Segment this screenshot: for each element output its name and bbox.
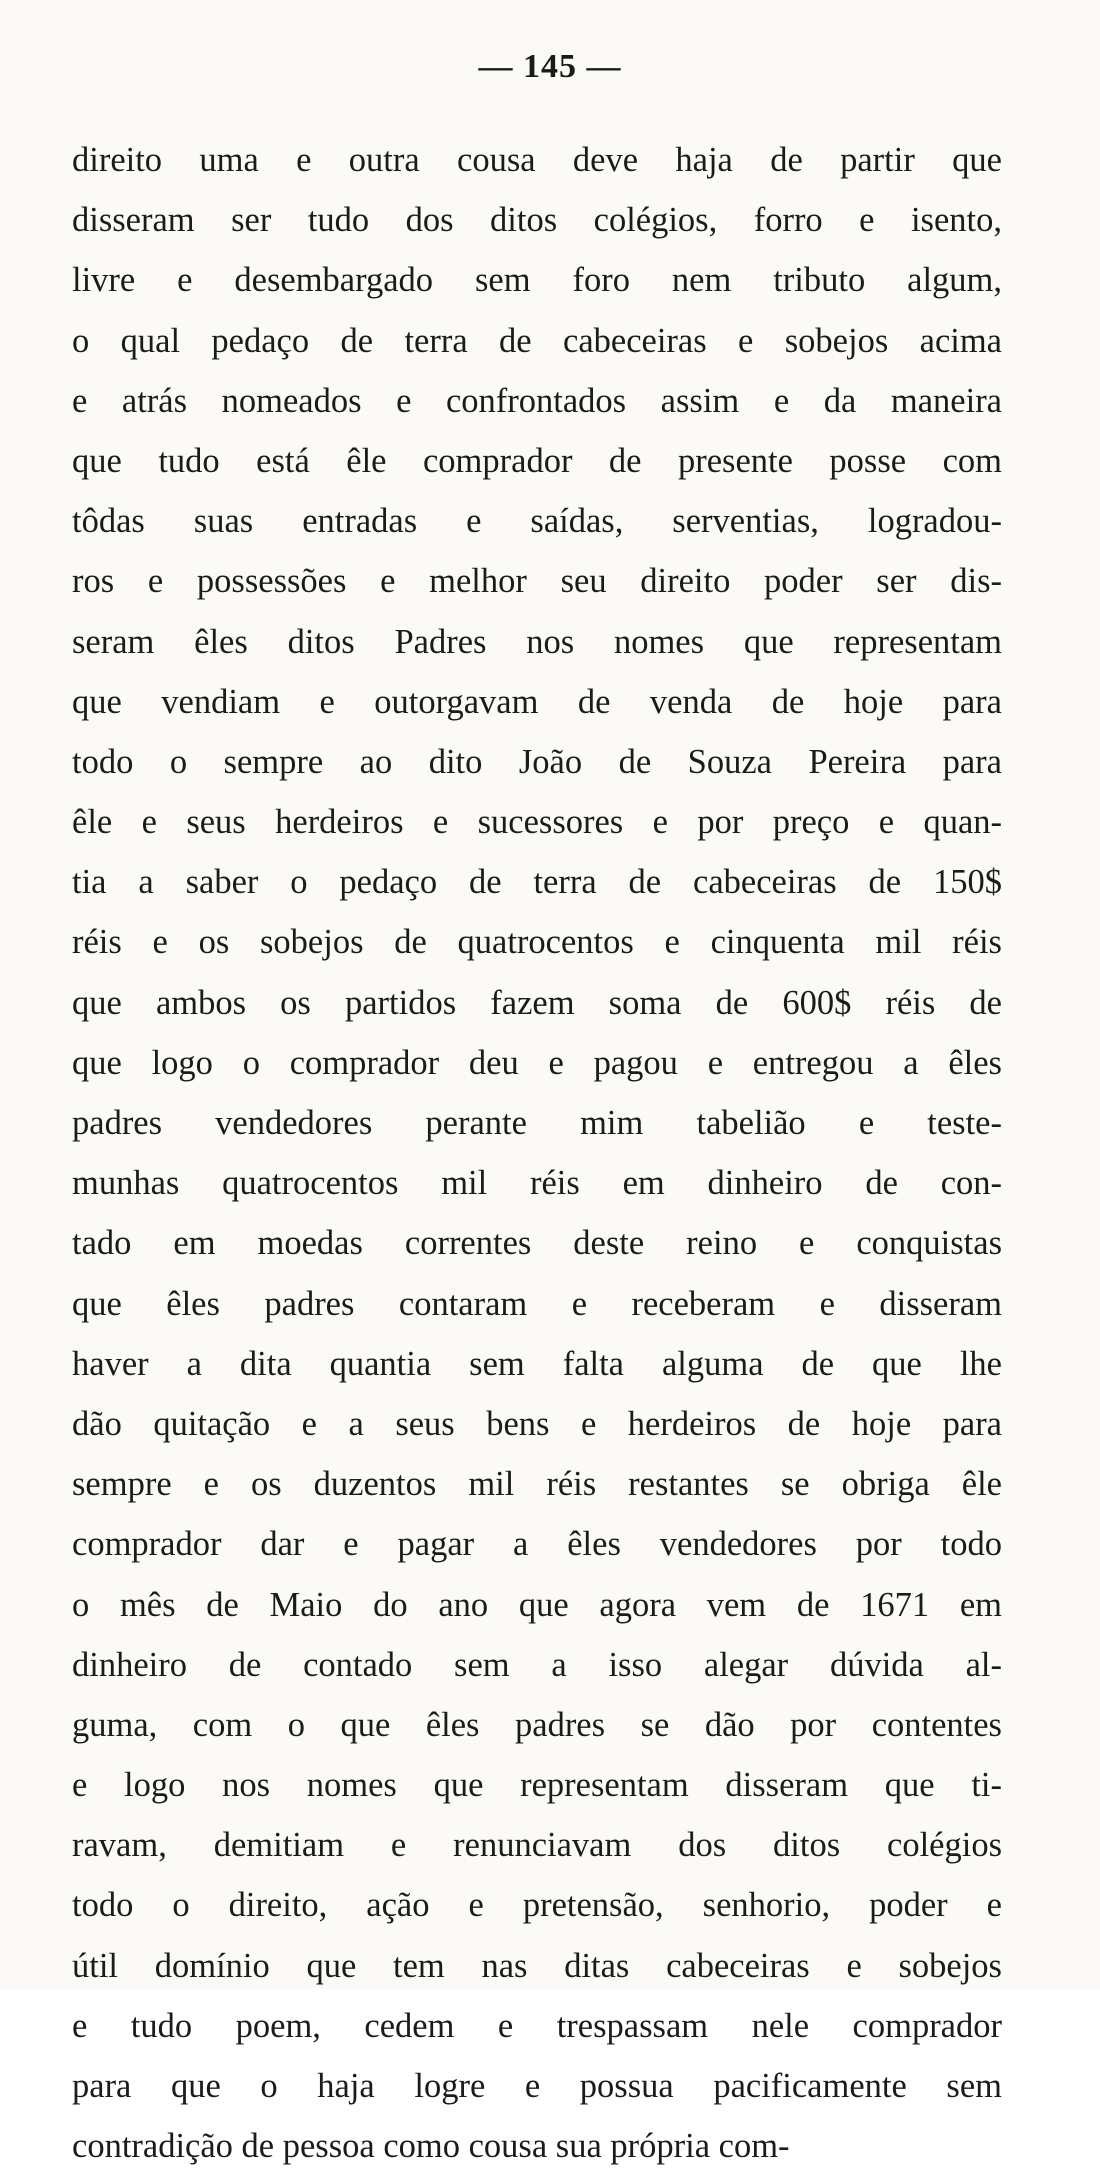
text-line: e tudo poem, cedem e trespassam nele comprador [72,2006,1002,2045]
text-line: comprador dar e pagar a êles vendedores por todo [72,1525,1002,1564]
text-line: réis e os sobejos de quatrocentos e cinquenta mil réis [72,923,1002,962]
text-line: que ambos os partidos fazem soma de 600$ réis de [72,983,1002,1022]
text-line: e atrás nomeados e confrontados assim e da maneira [72,381,1002,420]
text-line: tia a saber o pedaço de terra de cabeceiras de 150$ [72,863,1002,902]
text-line: haver a dita quantia sem falta alguma de que lhe [72,1344,1002,1383]
body-text [72,130,1002,2176]
page-number: — 145 — [478,48,622,85]
text-line: ros e possessões e melhor seu direito poder ser dis- [72,562,1002,601]
text-line: ravam, demitiam e renunciavam dos ditos colégios [72,1826,1002,1865]
text-line: contradição de pessoa como cousa sua própria com- [72,2127,790,2166]
text-line: que êles padres contaram e receberam e disseram [72,1284,1002,1323]
text-line: o qual pedaço de terra de cabeceiras e sobejos acima [72,321,1002,360]
text-line: que vendiam e outorgavam de venda de hoje para [72,682,1002,721]
text-line: seram êles ditos Padres nos nomes que representam [72,622,1002,661]
text-line: disseram ser tudo dos ditos colégios, forro e isento, [72,201,1002,240]
text-line: êle e seus herdeiros e sucessores e por preço e quan- [72,803,1002,842]
text-line: útil domínio que tem nas ditas cabeceiras e sobejos [72,1946,1002,1985]
text-line: dinheiro de contado sem a isso alegar dúvida al- [72,1645,1002,1684]
text-line: o mês de Maio do ano que agora vem de 1671 em [72,1585,1002,1624]
text-line: direito uma e outra cousa deve haja de partir que [72,141,1002,179]
text-line: e logo nos nomes que representam disseram que ti- [72,1766,1002,1805]
text-line: que tudo está êle comprador de presente posse com [72,441,1002,480]
text-line: todo o direito, ação e pretensão, senhorio, poder e [72,1886,1002,1925]
text-line: guma, com o que êles padres se dão por contentes [72,1705,1002,1744]
text-line: sempre e os duzentos mil réis restantes se obriga êle [72,1465,1002,1504]
text-line: que logo o comprador deu e pagou e entregou a êles [72,1043,1002,1082]
text-line: munhas quatrocentos mil réis em dinheiro de con- [72,1164,1002,1203]
text-line: para que o haja logre e possua pacificamente sem [72,2067,1002,2105]
text-line: todo o sempre ao dito João de Souza Pereira para [72,742,1002,781]
text-line: livre e desembargado sem foro nem tributo algum, [72,261,1002,300]
text-line: tôdas suas entradas e saídas, serventias, logradou- [72,502,1002,541]
text-line: tado em moedas correntes deste reino e conquistas [72,1224,1002,1263]
text-line: padres vendedores perante mim tabelião e teste- [72,1104,1002,1142]
text-line: dão quitação e a seus bens e herdeiros de hoje para [72,1404,1002,1443]
